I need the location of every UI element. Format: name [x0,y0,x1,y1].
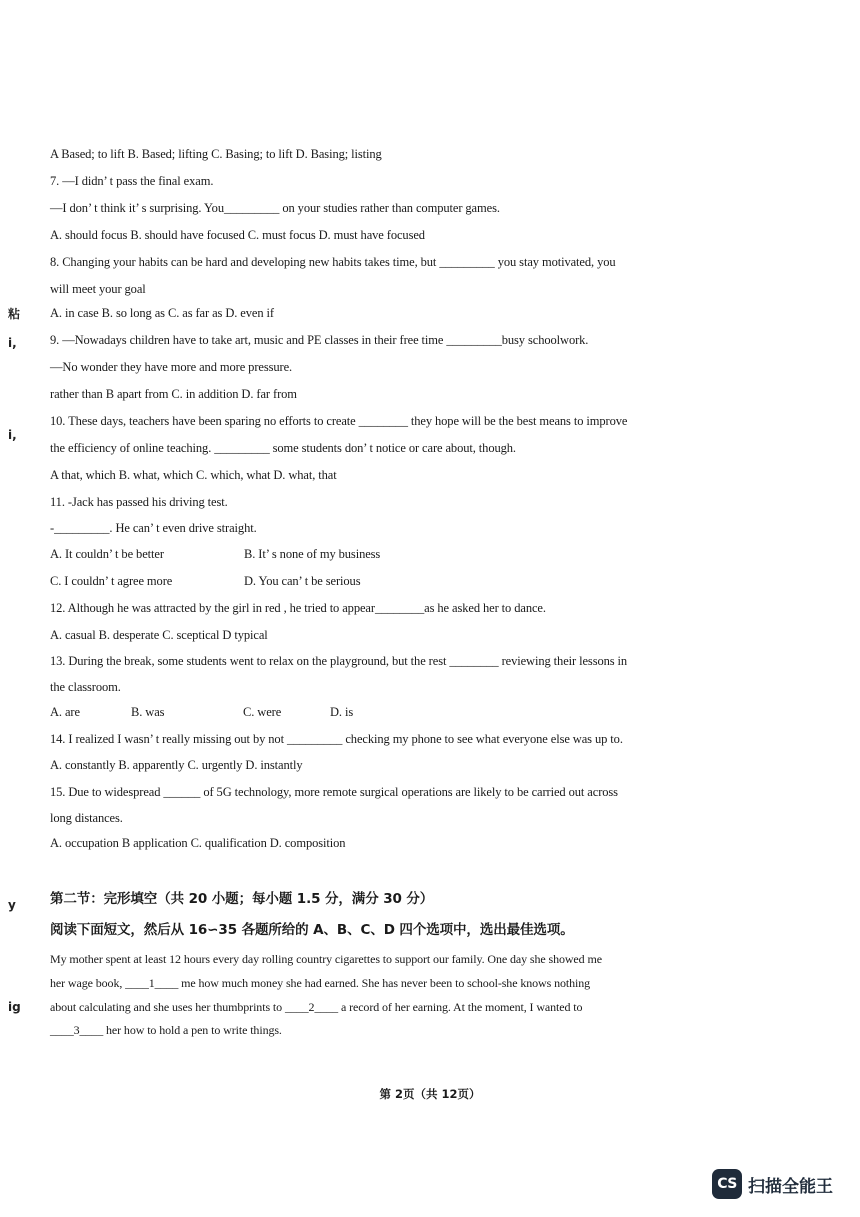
q12-options: A. casual B. desperate C. sceptical D typical [50,628,268,642]
passage-line: My mother spent at least 12 hours every day rolling country cigarettes to support our family. One day she showed me [50,952,602,966]
q6-options: A Based; to lift B. Based; lifting C. Basing; to lift D. Basing; listing [50,147,382,161]
q9-prompt: 9. —Nowadays children have to take art, music and PE classes in their free time _________busy schoolwork. [50,333,589,347]
q13-prompt-cont: the classroom. [50,680,121,694]
q11-prompt: 11. -Jack has passed his driving test. [50,495,228,509]
q14-options: A. constantly B. apparently C. urgently D. instantly [50,758,303,772]
scanner-watermark [712,1168,833,1200]
q15-prompt-cont: long distances. [50,811,123,825]
q7-options: A. should focus B. should have focused C. must focus D. must have focused [50,228,425,242]
passage-line: ____3____ her how to hold a pen to write things. [50,1023,282,1037]
section-heading: 第二节：完形填空（共 20 小题；每小题 1.5 分，满分 30 分） [50,891,434,907]
q13-prompt: 13. During the break, some students went to relax on the playground, but the rest ________ reviewing their lessons in [50,654,628,668]
q15-options: A. occupation B application C. qualification D. composition [50,836,346,850]
q14-prompt: 14. I realized I wasn’ t really missing out by not _________ checking my phone to see what everyone else was up to. [50,732,623,746]
margin-mark: ig [8,1000,21,1014]
camscanner-logo-icon: CS [712,1169,742,1199]
q13-option-c: C. were [243,705,282,719]
passage-line: about calculating and she uses her thumbprints to ____2____ a record of her earning. At the moment, I wanted to [50,1000,583,1014]
q7-prompt: 7. —I didn’ t pass the final exam. [50,174,214,188]
q8-prompt-cont: will meet your goal [50,282,146,296]
q11-response: -_________. He can’ t even drive straight. [50,521,257,535]
q11-option-d: D. You can’ t be serious [244,574,361,588]
margin-mark: 粘 [8,307,21,321]
watermark-text: 扫描全能王 [748,1176,833,1197]
margin-mark: y [8,898,16,912]
margin-mark: i, [8,428,17,442]
q8-options: A. in case B. so long as C. as far as D. even if [50,306,274,320]
q10-prompt-cont: the efficiency of online teaching. _________ some students don’ t notice or care about, though. [50,441,516,455]
q13-option-b: B. was [131,705,165,719]
page-number: 第 2页（共 12页） [379,1087,481,1101]
section-instruction: 阅读下面短文，然后从 16∽35 各题所给的 A、B、C、D 四个选项中，选出最佳选项。 [50,922,574,938]
margin-mark: i, [8,336,17,350]
q8-prompt: 8. Changing your habits can be hard and developing new habits takes time, but _________ you stay motivated, you [50,255,616,269]
q11-option-c: C. I couldn’ t agree more [50,574,173,588]
q13-option-a: A. are [50,705,80,719]
q11-option-a: A. It couldn’ t be better [50,547,164,561]
q11-option-b: B. It’ s none of my business [244,547,381,561]
q10-prompt: 10. These days, teachers have been sparing no efforts to create ________ they hope will be the best means to improve [50,414,628,428]
q10-options: A that, which B. what, which C. which, what D. what, that [50,468,337,482]
q7-response: —I don’ t think it’ s surprising. You_________ on your studies rather than computer games. [50,201,500,215]
q15-prompt: 15. Due to widespread ______ of 5G technology, more remote surgical operations are likely to be carried out across [50,785,618,799]
q12-prompt: 12. Although he was attracted by the girl in red , he tried to appear________as he asked her to dance. [50,601,546,615]
q9-options: rather than B apart from C. in addition D. far from [50,387,297,401]
q9-response: —No wonder they have more and more pressure. [50,360,293,374]
passage-line: her wage book, ____1____ me how much money she had earned. She has never been to school-she knows nothing [50,976,591,990]
q13-option-d: D. is [330,705,354,719]
